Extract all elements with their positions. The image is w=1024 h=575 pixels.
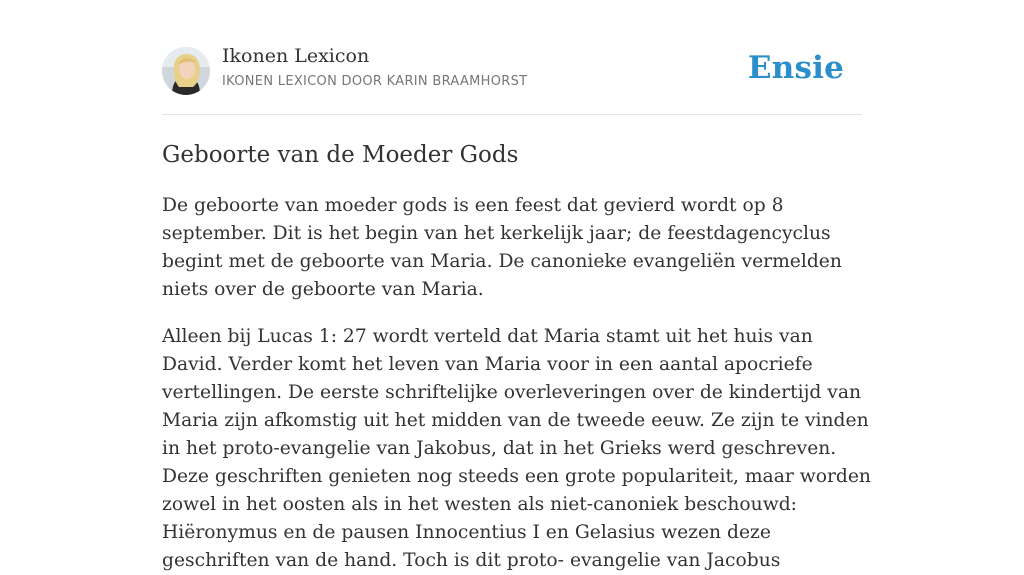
article-paragraph: Alleen bij Lucas 1: 27 wordt verteld dat Maria stamt uit het huis van David. Verder komt het leven van Maria voor in een aantal apocriefe vertellingen. De eerste schriftelijke overleveringen over de kindertijd van Maria zijn afkomstig uit het midden van de tweede eeuw. Ze zijn te vinden in het proto-evangelie van Jakobus, dat in het Grieks werd geschreven. Deze geschriften genieten nog steeds een grote populariteit, maar worden zowel in het oosten als in het westen als niet-canoniek beschouwd: Hiëronymus en de pausen Innocentius I en Gelasius wezen deze geschriften van de hand. Toch is dit proto- evangelie van Jacobus [162,326,871,571]
blog-header [162,0,862,115]
article-title: Geboorte van de Moeder Gods [162,142,519,168]
blog-title[interactable]: Ikonen Lexicon [222,45,370,67]
blog-subtitle: IKONEN LEXICON DOOR KARIN BRAAMHORST [222,74,528,89]
ensie-logo[interactable]: Ensie [747,50,844,86]
author-avatar[interactable] [162,47,210,95]
avatar-icon [162,47,210,95]
page-content [162,0,871,575]
article-paragraph: De geboorte van moeder gods is een feest dat gevierd wordt op 8 september. Dit is het begin van het kerkelijk jaar; de feestdagencyclus begint met de geboorte van Maria. De canonieke evangeliën vermelden niets over de geboorte van Maria. [162,195,842,300]
